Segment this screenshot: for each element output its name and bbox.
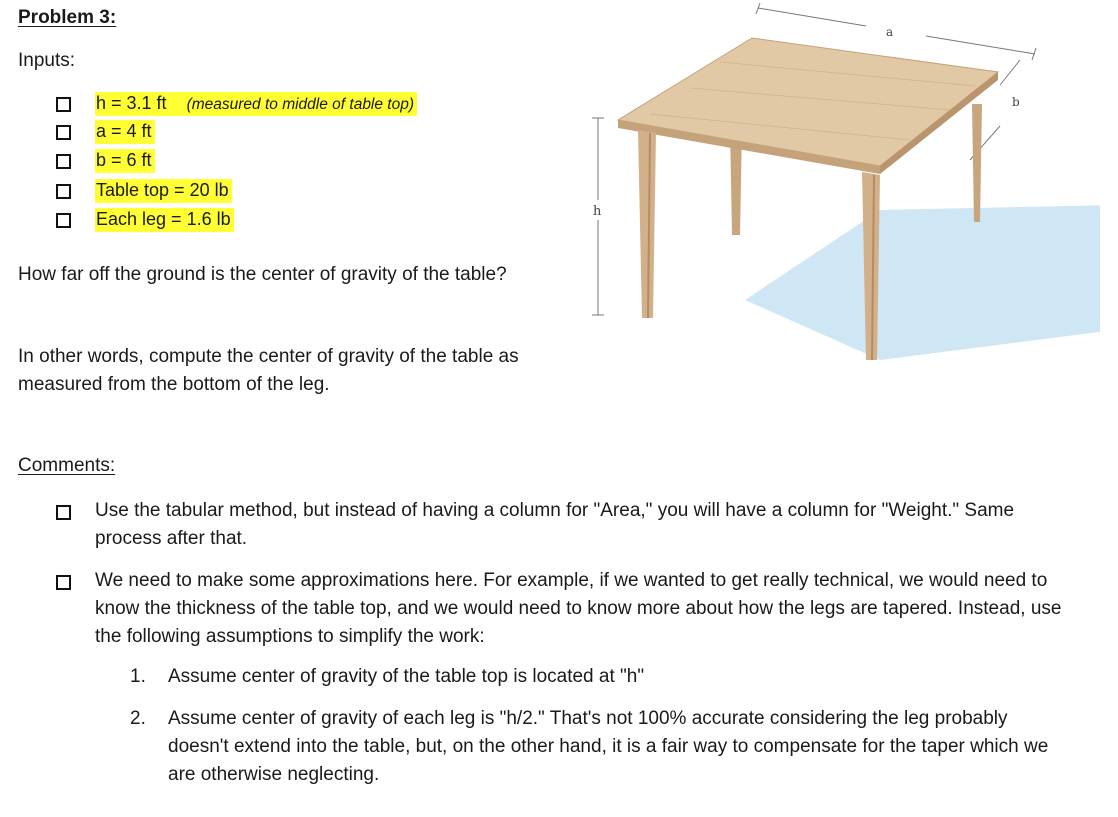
table-leg-back-right xyxy=(972,104,982,222)
dimension-b-label: b xyxy=(1012,95,1020,109)
checkbox-icon[interactable] xyxy=(56,154,71,169)
checkbox-icon[interactable] xyxy=(56,213,71,228)
input-leg-text: Each leg = 1.6 lb xyxy=(95,208,234,232)
table-top-surface xyxy=(618,38,998,166)
assumption-text: Assume center of gravity of each leg is "h/2." That's not 100% accurate considering the leg probably doesn't extend into the table, but, on the other hand, it is a fair way to compensate for the taper which we are otherwise neglecting. xyxy=(168,708,1049,785)
checkbox-icon[interactable] xyxy=(56,505,71,520)
checkbox-icon[interactable] xyxy=(56,184,71,199)
inputs-label: Inputs: xyxy=(18,50,76,71)
input-a-text: a = 4 ft xyxy=(95,120,155,144)
checkbox-icon[interactable] xyxy=(56,125,71,140)
comment-text: We need to make some approximations here. For example, if we wanted to get really technical, we would need to know the thickness of the table top, and we would need to know more about how the legs are tapered. Instead, use the following assumptions to simplify the work: xyxy=(95,570,1062,647)
dimension-b-line-top xyxy=(1000,60,1020,85)
dimension-a-line-right xyxy=(926,36,1035,54)
dimension-a-label: a xyxy=(886,25,894,39)
table-shadow xyxy=(745,205,1100,360)
dimension-a-line-left xyxy=(758,8,866,26)
table-figure xyxy=(580,0,1100,400)
input-item-table-top xyxy=(56,177,232,205)
dimension-h-label: h xyxy=(593,204,602,219)
input-h-note: (measured to middle of table top) xyxy=(186,96,415,113)
input-h-text: h = 3.1 ft xyxy=(96,93,167,113)
question-text: How far off the ground is the center of gravity of the table? xyxy=(18,264,507,285)
input-item-b xyxy=(56,147,155,175)
assumption-item xyxy=(130,663,1060,691)
checkbox-icon[interactable] xyxy=(56,97,71,112)
input-item-a xyxy=(56,118,155,146)
assumption-number: 2. xyxy=(130,708,146,729)
comment-text: Use the tabular method, but instead of having a column for "Area," you will have a column for "Weight." Same process after that. xyxy=(95,500,1015,549)
table-leg-front-left xyxy=(638,130,656,318)
input-item-h xyxy=(56,90,417,118)
input-b-text: b = 6 ft xyxy=(95,149,155,173)
comments-label: Comments: xyxy=(18,455,116,476)
comment-item xyxy=(56,567,1066,651)
assumption-text: Assume center of gravity of the table top is located at "h" xyxy=(168,666,645,687)
clarification-text: In other words, compute the center of gravity of the table as measured from the bottom of the leg. xyxy=(18,346,519,395)
problem-title: Problem 3: xyxy=(18,7,117,28)
input-h-highlight xyxy=(95,92,417,116)
input-item-leg xyxy=(56,206,234,234)
assumption-number: 1. xyxy=(130,666,146,687)
assumption-item xyxy=(130,705,1050,789)
comment-item xyxy=(56,497,1016,553)
checkbox-icon[interactable] xyxy=(56,575,71,590)
input-table-top-text: Table top = 20 lb xyxy=(95,179,232,203)
